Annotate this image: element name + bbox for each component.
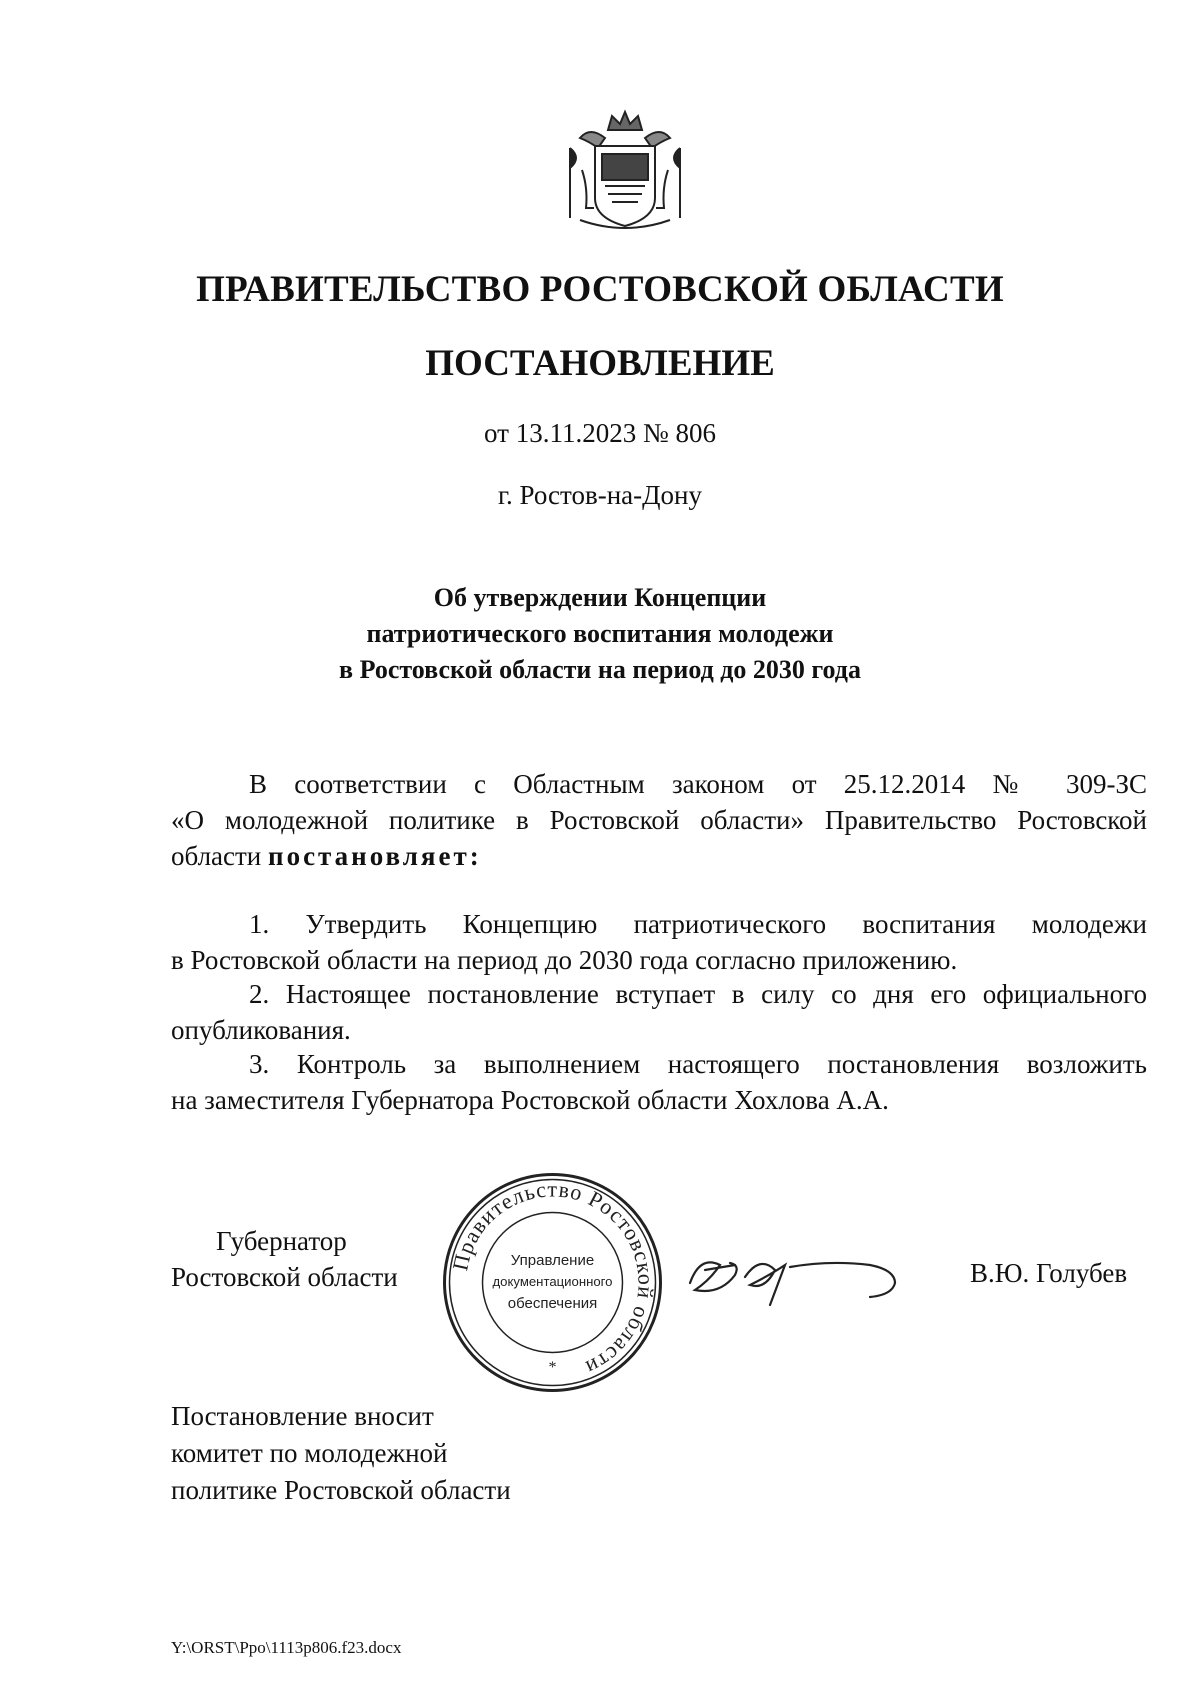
signatory-name: В.Ю. Голубев <box>970 1258 1128 1288</box>
subject-line: Об утверждении Концепции <box>433 583 767 612</box>
signatory-position <box>171 1223 398 1295</box>
preamble-prefix: области <box>171 841 269 871</box>
seal-inner-line: документационного <box>492 1274 613 1289</box>
clause-2 <box>171 976 1147 1048</box>
city: г. Ростов-на-Дону <box>497 480 702 510</box>
clause-line: 1. Утвердить Концепцию патриотического воспитания молодежи <box>249 909 1147 939</box>
file-path-footer: Y:\ORST\Ppo\1113p806.f23.docx <box>171 1638 402 1657</box>
document-subject <box>0 580 1200 688</box>
clause-line: 3. Контроль за выполнением настоящего постановления возложить <box>249 1049 1147 1079</box>
clause-1 <box>171 906 1147 978</box>
submitter-line: политике Ростовской области <box>171 1475 511 1505</box>
seal-inner-line: Управление <box>510 1252 595 1269</box>
document-type-title: ПОСТАНОВЛЕНИЕ <box>425 343 775 384</box>
submitter-line: Постановление вносит <box>171 1401 434 1431</box>
preamble-line: «О молодежной политике в Ростовской области» Правительство Ростовской <box>171 805 1147 835</box>
clause-line: 2. Настоящее постановление вступает в силу со дня его официального <box>249 979 1147 1009</box>
submitter-note <box>171 1398 511 1509</box>
clause-line: опубликования. <box>171 1015 351 1045</box>
seal-inner-line: обеспечения <box>507 1295 598 1312</box>
preamble-line <box>171 838 1147 874</box>
clause-line: на заместителя Губернатора Ростовской области Хохлова А.А. <box>171 1085 889 1115</box>
submitter-line: комитет по молодежной <box>171 1438 448 1468</box>
clause-3 <box>171 1046 1147 1118</box>
coat-of-arms-emblem <box>550 108 700 236</box>
handwritten-signature <box>680 1235 930 1315</box>
position-line: Ростовской области <box>171 1262 398 1292</box>
position-line: Губернатор <box>216 1226 347 1256</box>
subject-line: патриотического воспитания молодежи <box>366 619 834 648</box>
preamble-line: В соответствии с Областным законом от 25.12.2014 № 309-ЗС <box>249 769 1147 799</box>
subject-line: в Ростовской области на период до 2030 года <box>339 655 861 684</box>
seal-star: * <box>548 1359 557 1376</box>
clause-line: в Ростовской области на период до 2030 года согласно приложению. <box>171 945 958 975</box>
preamble-paragraph <box>171 766 1147 874</box>
organization-title: ПРАВИТЕЛЬСТВО РОСТОВСКОЙ ОБЛАСТИ <box>196 269 1004 310</box>
date-and-number: от 13.11.2023 № 806 <box>484 418 716 448</box>
seal-outer-text: Правительство Ростовской области <box>447 1176 659 1382</box>
official-seal-stamp <box>440 1170 665 1395</box>
decree-verb: постановляет: <box>268 841 482 871</box>
